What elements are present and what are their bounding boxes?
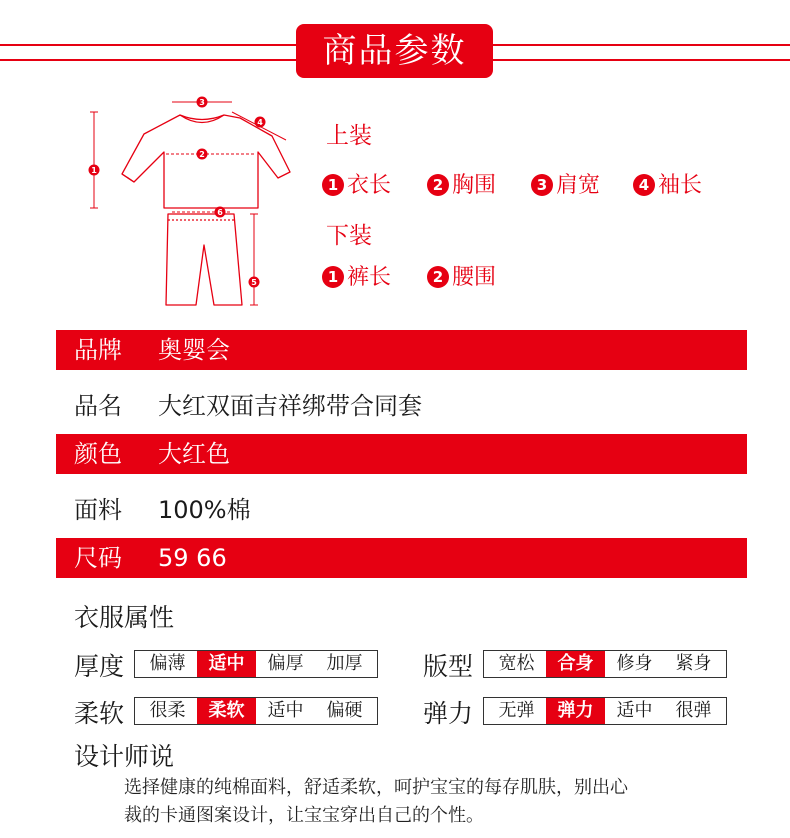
diagram-marker-5: 5 [251,278,257,287]
attr-option: 加厚 [326,653,363,674]
garment-size-diagram [82,90,312,312]
attr-option: 适中 [616,700,653,721]
attr-option-selected: 柔软 [197,698,256,724]
attr-label-elasticity: 弹力 [423,699,474,728]
attr-option: 紧身 [675,653,712,674]
diagram-marker-1: 1 [91,166,97,175]
legend-top-length: 1 衣长 [322,168,391,199]
legend-number-icon: 1 [322,266,344,288]
param-row-size [56,538,747,578]
diagram-marker-2: 2 [199,150,205,159]
param-value: 59 66 [158,544,227,572]
legend-number-icon: 4 [633,174,655,196]
attr-option-selected: 合身 [546,651,605,677]
attr-option: 偏厚 [267,653,304,674]
param-row-brand [56,330,747,370]
param-row-product-name [56,386,747,426]
attr-options-fit [483,650,727,678]
attr-label-fit: 版型 [423,652,474,681]
attr-option: 适中 [267,700,304,721]
attr-options-softness [134,697,378,725]
attr-option: 无弹 [498,700,535,721]
attr-options-elasticity [483,697,727,725]
attr-option: 很弹 [675,700,712,721]
attributes-title: 衣服属性 [74,603,175,632]
attr-option-selected: 弹力 [546,698,605,724]
param-value: 100%棉 [158,496,251,524]
attr-label-softness: 柔软 [74,699,125,728]
attr-option: 很柔 [149,700,186,721]
designer-note-line-1: 选择健康的纯棉面料，舒适柔软，呵护宝宝的每存肌肤，别出心 [124,777,628,798]
param-row-color [56,434,747,474]
param-key: 品牌 [74,336,122,364]
bottom-garment-outline [166,214,242,305]
diagram-marker-3: 3 [199,98,205,107]
top-garment-heading: 上装 [326,123,372,149]
legend-number-icon: 2 [427,174,449,196]
attr-option: 修身 [616,653,653,674]
param-key: 颜色 [74,440,122,468]
param-value: 大红色 [158,440,230,468]
legend-number-icon: 1 [322,174,344,196]
legend-bottom-waist: 2 腰围 [427,260,496,291]
param-row-fabric [56,490,747,530]
attr-option-selected: 适中 [197,651,256,677]
param-key: 尺码 [74,544,122,572]
param-key: 面料 [74,496,122,524]
attr-option: 偏薄 [149,653,186,674]
legend-number-icon: 2 [427,266,449,288]
attr-label-thickness: 厚度 [74,652,125,681]
bottom-garment-heading: 下装 [326,223,372,249]
legend-bottom-length: 1 裤长 [322,260,391,291]
legend-top-chest: 2 胸围 [427,168,496,199]
attr-options-thickness [134,650,378,678]
legend-number-icon: 3 [531,174,553,196]
param-value: 奥婴会 [158,336,230,364]
designer-note-title: 设计师说 [74,742,175,771]
attr-option: 偏硬 [326,700,363,721]
diagram-marker-4: 4 [257,118,263,127]
page-title: 商品参数 [296,24,493,78]
designer-note-line-2: 裁的卡通图案设计，让宝宝穿出自己的个性。 [124,805,484,826]
diagram-marker-6: 6 [217,208,223,217]
param-value: 大红双面吉祥绑带合同套 [158,392,422,420]
attr-option: 宽松 [498,653,535,674]
legend-top-sleeve: 4 袖长 [633,168,702,199]
param-key: 品名 [74,392,122,420]
legend-top-shoulder: 3 肩宽 [531,168,600,199]
